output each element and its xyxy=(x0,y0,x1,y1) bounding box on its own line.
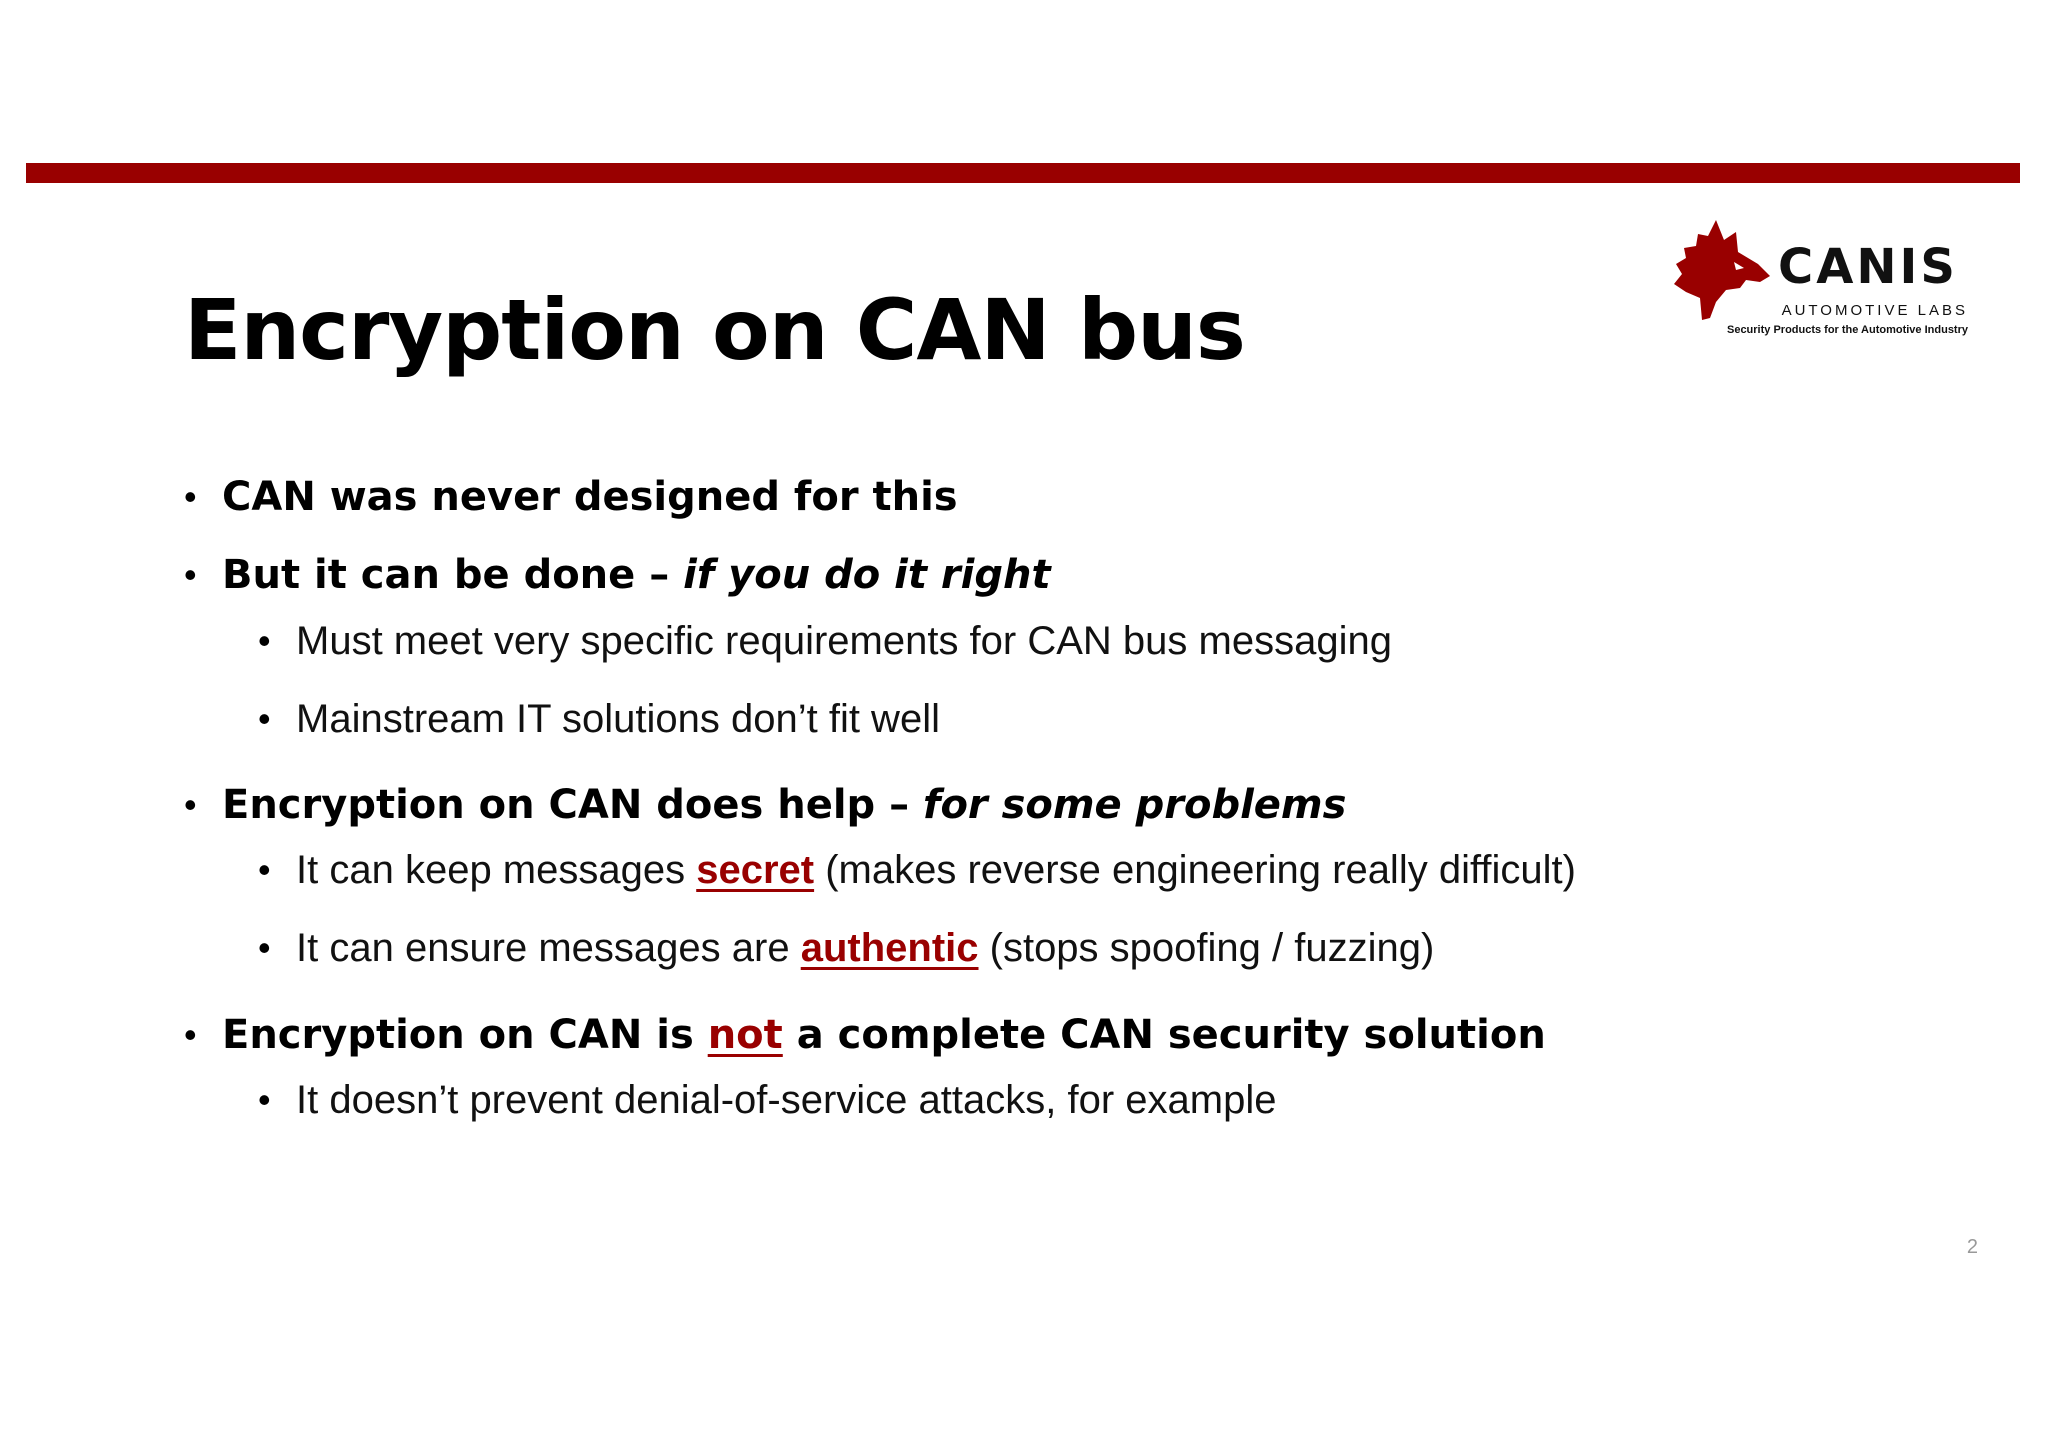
highlight-word: secret xyxy=(696,848,815,892)
highlight-word: authentic xyxy=(800,926,979,970)
bullet-glyph: • xyxy=(184,476,197,517)
logo-tagline: Security Products for the Automotive Industry xyxy=(1726,324,1968,336)
bullet-glyph: • xyxy=(258,698,271,739)
sub-bullet-item xyxy=(258,845,1576,895)
highlight-word: not xyxy=(707,1012,783,1058)
bullet-glyph: • xyxy=(258,620,271,661)
bullet-text: It doesn’t prevent denial-of-service attacks, for example xyxy=(296,1078,1277,1122)
bullet-text: (makes reverse engineering really difficult) xyxy=(814,848,1576,892)
bullet-item xyxy=(184,780,1346,830)
page-number: 2 xyxy=(1966,1236,1978,1258)
logo-subtitle: AUTOMOTIVE LABS xyxy=(1781,302,1968,319)
bullet-text: But it can be done – xyxy=(222,552,684,598)
bullet-glyph: • xyxy=(258,927,271,968)
bullet-glyph: • xyxy=(184,1014,197,1055)
bullet-text: Encryption on CAN is xyxy=(222,1012,708,1058)
slide-title: Encryption on CAN bus xyxy=(184,281,1245,379)
bullet-text: It can ensure messages are xyxy=(296,926,801,970)
bullet-text: CAN was never designed for this xyxy=(222,474,958,520)
bullet-item xyxy=(184,472,958,522)
sub-bullet-item xyxy=(258,616,1392,666)
bullet-emphasis: if you do it right xyxy=(683,552,1051,598)
bullet-glyph: • xyxy=(184,784,197,825)
logo-wordmark: CANIS xyxy=(1778,239,1958,295)
bullet-text: Must meet very specific requirements for CAN bus messaging xyxy=(296,619,1392,663)
bullet-item xyxy=(184,550,1051,600)
bullet-glyph: • xyxy=(184,554,197,595)
bullet-text: Mainstream IT solutions don’t fit well xyxy=(296,697,940,741)
bullet-glyph: • xyxy=(258,849,271,890)
sub-bullet-item xyxy=(258,923,1434,973)
bullet-text: Encryption on CAN does help – xyxy=(222,782,924,828)
bullet-item xyxy=(184,1010,1546,1060)
sub-bullet-item xyxy=(258,694,940,744)
bullet-glyph: • xyxy=(258,1079,271,1120)
bullet-list xyxy=(184,0,1964,1448)
sub-bullet-item xyxy=(258,1075,1276,1125)
bullet-emphasis: for some problems xyxy=(923,782,1347,828)
bullet-text: It can keep messages xyxy=(296,848,697,892)
bullet-text: (stops spoofing / fuzzing) xyxy=(978,926,1435,970)
bullet-text: a complete CAN security solution xyxy=(782,1012,1546,1058)
